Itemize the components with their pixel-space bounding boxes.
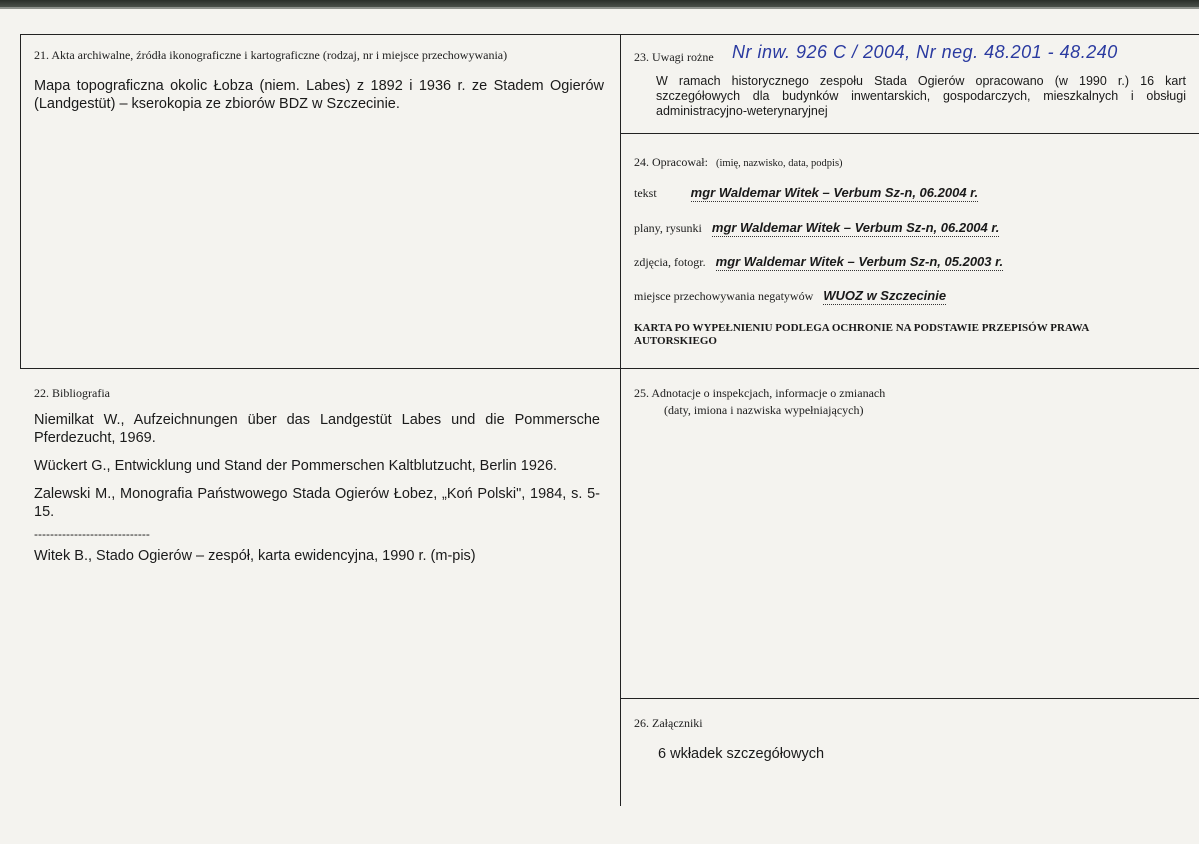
author-row-negatives — [634, 288, 946, 305]
section-22 — [34, 386, 600, 575]
section-23-header: 23. Uwagi rożne — [634, 50, 714, 64]
author-row-label: miejsce przechowywania negatywów — [634, 289, 814, 303]
section-24 — [634, 153, 1186, 171]
section-21 — [34, 48, 604, 113]
table-top-border — [20, 34, 1199, 35]
section-21-header: 21. Akta archiwalne, źródła ikonograficzne i kartograficzne (rodzaj, nr i miejsce przechowywania) — [34, 48, 508, 62]
section-22-header: 22. Bibliografia — [34, 386, 110, 400]
author-row-value: WUOZ w Szczecinie — [823, 288, 947, 303]
section-23 — [634, 42, 1186, 119]
section-25-subheader: (daty, imiona i nazwiska wypełniających) — [664, 403, 864, 417]
section-25 — [634, 386, 1186, 418]
author-row-value: mgr Waldemar Witek – Verbum Sz-n, 06.2004 r. — [690, 185, 979, 200]
row-divider-middle — [20, 368, 1199, 369]
section-25-header: 25. Adnotacje o inspekcjach, informacje o zmianach — [634, 386, 886, 400]
bibliography-entry: Zalewski M., Monografia Państwowego Stada Ogierów Łobez, „Koń Polski", 1984, s. 5-15. — [34, 486, 600, 520]
scan-top-edge-shadow — [0, 7, 1199, 9]
author-row-value: mgr Waldemar Witek – Verbum Sz-n, 05.2003 r. — [715, 254, 1004, 269]
section-21-body: Mapa topograficzna okolic Łobza (niem. Labes) z 1892 i 1936 r. ze Stadem Ogierów (Landgestüt) – kserokopia ze zbiorów BDZ w Szczecinie. — [34, 78, 604, 112]
section-26 — [634, 716, 1186, 763]
column-divider — [620, 34, 621, 806]
author-row-label: plany, rysunki — [634, 221, 702, 235]
section-24-header: 24. Opracował: — [634, 155, 708, 169]
scan-top-edge — [0, 0, 1199, 7]
author-row-photos — [634, 254, 1003, 271]
handwritten-inventory-note: Nr inw. 926 C / 2004, Nr neg. 48.201 - 48.240 — [732, 42, 1118, 62]
author-row-text — [634, 185, 978, 202]
author-row-label: tekst — [634, 186, 657, 200]
author-row-plans — [634, 220, 999, 237]
section-26-header: 26. Załączniki — [634, 716, 703, 730]
bibliography-entry: Wückert G., Entwicklung und Stand der Pommerschen Kaltblutzucht, Berlin 1926. — [34, 458, 558, 474]
right-divider-25-26 — [620, 698, 1199, 699]
section-26-body: 6 wkładek szczegółowych — [658, 746, 825, 762]
section-23-body: W ramach historycznego zespołu Stada Ogierów opracowano (w 1990 r.) 16 kart szczegółowych dla budynków inwentarskich, gospodarczych, mieszkalnych i obsługi administracyjno-weterynaryjnej — [656, 74, 1186, 118]
right-divider-23-24 — [620, 133, 1199, 134]
author-row-value: mgr Waldemar Witek – Verbum Sz-n, 06.2004 r. — [711, 220, 1000, 235]
bibliography-entry: Niemilkat W., Aufzeichnungen über das Landgestüt Labes und die Pommersche Pferdezucht, 1969. — [34, 412, 600, 446]
bibliography-separator: ----------------------------- — [34, 527, 150, 541]
author-row-label: zdjęcia, fotogr. — [634, 255, 706, 269]
copyright-notice: KARTA PO WYPEŁNIENIU PODLEGA OCHRONIE NA PODSTAWIE PRZEPISÓW PRAWA AUTORSKIEGO — [634, 322, 1089, 347]
section-24-header-note: (imię, nazwisko, data, podpis) — [715, 158, 843, 169]
table-left-border — [20, 34, 21, 368]
bibliography-entry: Witek B., Stado Ogierów – zespół, karta ewidencyjna, 1990 r. (m-pis) — [34, 548, 476, 564]
